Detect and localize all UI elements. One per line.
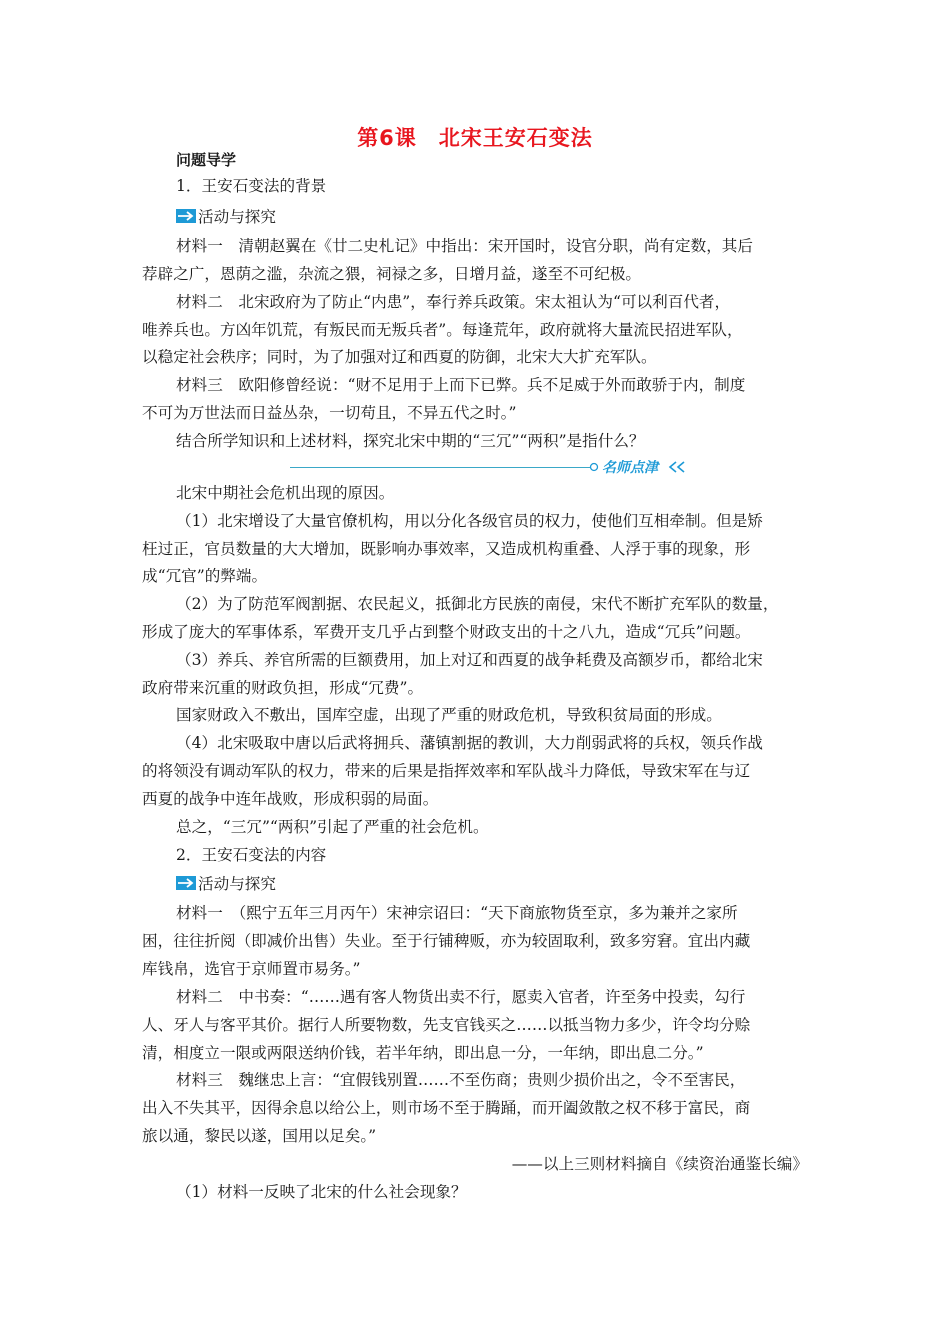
text-line: （4）北宋吸取中唐以后武将拥兵、藩镇割据的教训，大力削弱武将的兵权，领兵作战 <box>176 734 763 752</box>
text-line: 出入不失其平，因得余息以给公上，则市场不至于腾踊，而开阖敛散之权不移于富民，商 <box>142 1099 751 1117</box>
text-line: 总之，“三冗”“两积”引起了严重的社会危机。 <box>176 818 489 836</box>
text-line: 国家财政入不敷出，国库空虚，出现了严重的财政危机，导致积贫局面的形成。 <box>176 706 722 724</box>
page-title: 第6课 北宋王安石变法 <box>357 126 593 150</box>
activity-label: 活动与探究 <box>198 875 276 893</box>
text-line: 唯养兵也。方凶年饥荒，有叛民而无叛兵者”。每逢荒年，政府就将大量流民招进军队， <box>142 321 743 339</box>
text-line: 材料一 （熙宁五年三月丙午）宋神宗诏曰：“天下商旅物货至京，多为兼并之家所 <box>176 904 738 922</box>
teacher-tip-badge <box>588 456 698 478</box>
text-line: 材料一 清朝赵翼在《廿二史札记》中指出：宋开国时，设官分职，尚有定数，其后 <box>176 237 753 255</box>
subsection-heading: 1．王安石变法的背景 <box>176 177 327 195</box>
activity-heading <box>176 207 276 227</box>
text-line: 不可为万世法而日益丛杂，一切苟且，不异五代之时。” <box>142 404 517 422</box>
source-attribution: ——以上三则材料摘自《续资治通鉴长编》 <box>511 1155 808 1173</box>
text-line: 困，往往折阅（即减价出售）失业。至于行铺稗贩，亦为较固取利，致多穷窘。宜出内藏 <box>142 932 751 950</box>
text-line: 形成了庞大的军事体系，军费开支几乎占到整个财政支出的十之八九，造成“冗兵”问题。 <box>142 623 751 641</box>
text-line: 政府带来沉重的财政负担，形成“冗费”。 <box>142 679 424 697</box>
question-line: 结合所学知识和上述材料，探究北宋中期的“三冗”“两积”是指什么？ <box>176 432 645 450</box>
text-line: 以稳定社会秩序；同时，为了加强对辽和西夏的防御，北宋大大扩充军队。 <box>142 348 657 366</box>
teacher-tip-label: 名师点津 <box>602 460 658 476</box>
text-line: 清，相度立一限或两限送纳价钱，若半年纳，即出息一分，一年纳，即出息二分。” <box>142 1044 704 1062</box>
text-line: 材料三 欧阳修曾经说：“财不足用于上而下已弊。兵不足威于外而敢骄于内，制度 <box>176 376 746 394</box>
text-line: 成“冗官”的弊端。 <box>142 567 268 585</box>
text-line: 旅以通，黎民以遂，国用以足矣。” <box>142 1127 377 1145</box>
text-line: 的将领没有调动军队的权力，带来的后果是指挥效率和军队战斗力降低，导致宋军在与辽 <box>142 762 751 780</box>
text-line: 荐辟之广，恩荫之滥，杂流之猥，祠禄之多，日增月益，遂至不可纪极。 <box>142 265 642 283</box>
text-line: 材料三 魏继忠上言：“宜假钱别置……不至伤商；贵则少损价出之，令不至害民， <box>176 1071 746 1089</box>
text-line: 人、牙人与客平其价。据行人所要物数，先支官钱买之……以抵当物力多少，许令均分赊 <box>142 1016 751 1034</box>
arrow-icon <box>176 209 196 223</box>
section-heading: 问题导学 <box>176 151 237 169</box>
activity-label: 活动与探究 <box>198 208 276 226</box>
text-line: （2）为了防范军阀割据、农民起义，抵御北方民族的南侵，宋代不断扩充军队的数量， <box>176 595 779 613</box>
arrow-icon <box>176 876 196 890</box>
text-line: 材料二 北宋政府为了防止“内患”，奉行养兵政策。宋太祖认为“可以利百代者， <box>176 293 731 311</box>
text-line: 材料二 中书奏：“……遇有客人物货出卖不行，愿卖入官者，许至务中投卖，勾行 <box>176 988 746 1006</box>
section-divider <box>290 467 590 468</box>
activity-heading <box>176 874 276 894</box>
subsection-heading: 2．王安石变法的内容 <box>176 846 327 864</box>
question-line: （1）材料一反映了北宋的什么社会现象？ <box>176 1183 467 1201</box>
text-line: （1）北宋增设了大量官僚机构，用以分化各级官员的权力，使他们互相牵制。但是矫 <box>176 512 763 530</box>
text-line: 西夏的战争中连年战败，形成积弱的局面。 <box>142 790 439 808</box>
text-line: （3）养兵、养官所需的巨额费用，加上对辽和西夏的战争耗费及高额岁币，都给北宋 <box>176 651 763 669</box>
text-line: 枉过正，官员数量的大大增加，既影响办事效率，又造成机构重叠、人浮于事的现象，形 <box>142 540 751 558</box>
text-line: 库钱帛，选官于京师置市易务。” <box>142 960 361 978</box>
text-line: 北宋中期社会危机出现的原因。 <box>176 484 395 502</box>
